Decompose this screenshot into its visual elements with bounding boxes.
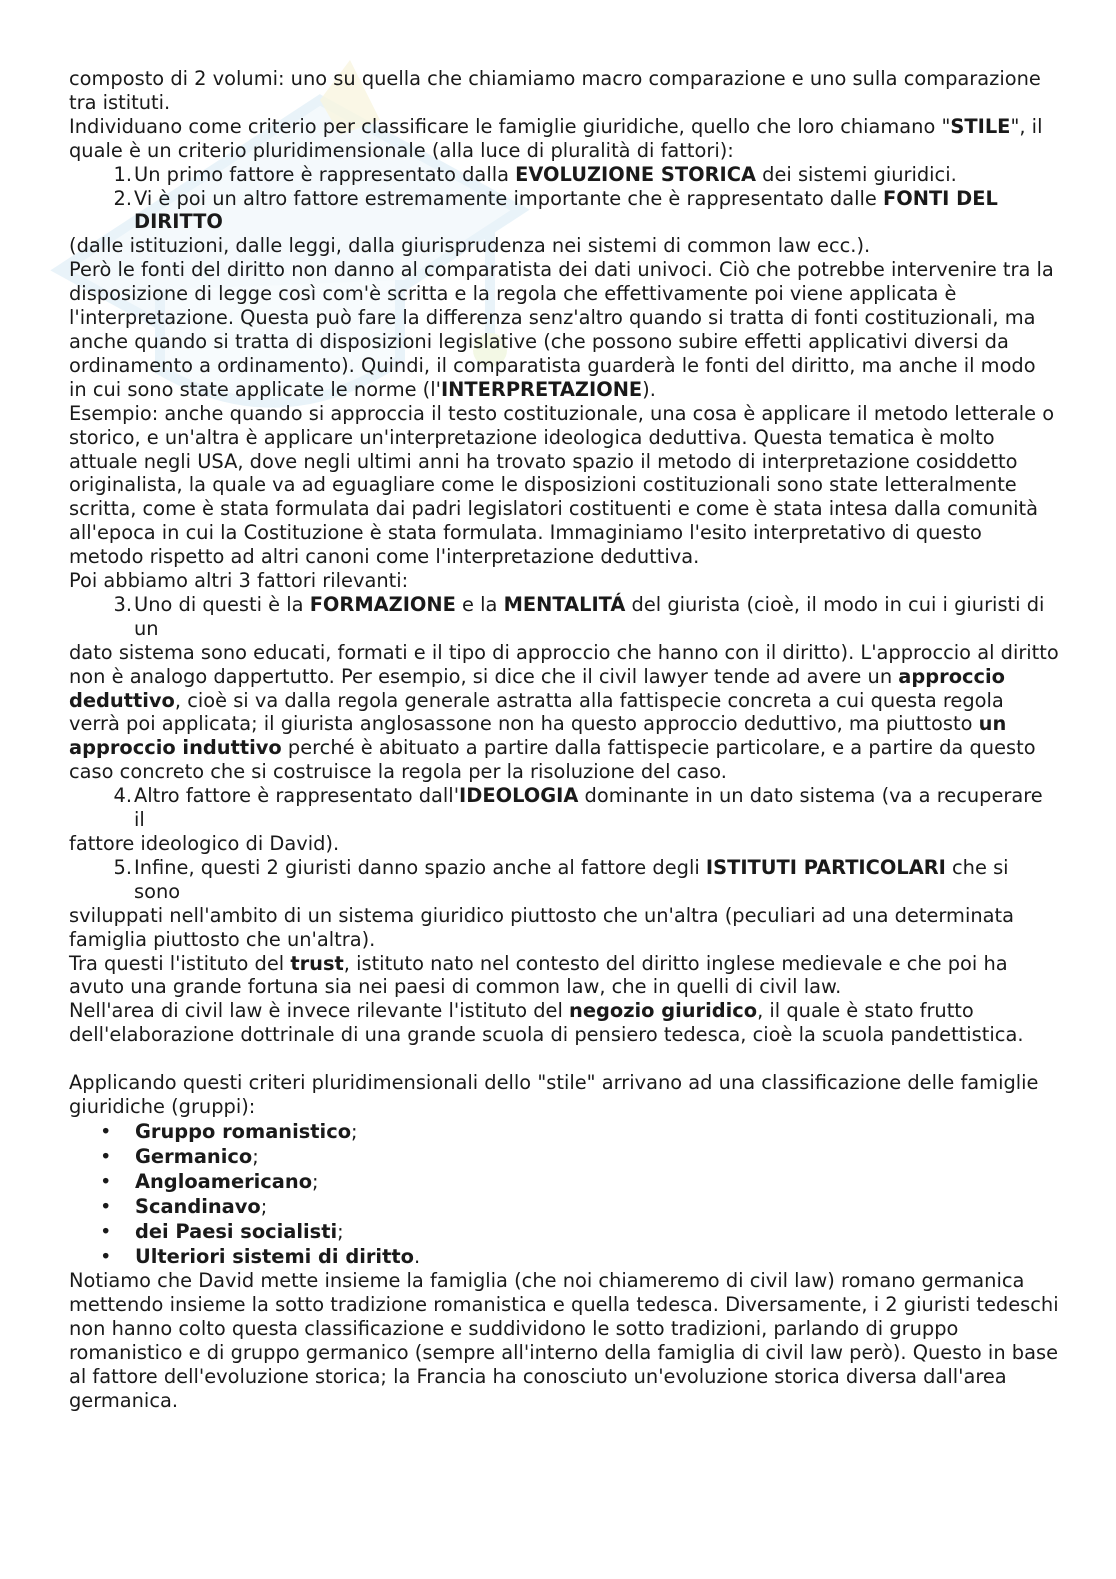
list-number: 3. [113,592,132,616]
numbered-item-4: 4. Altro fattore è rappresentato dall'IDEOLOGIA dominante in un dato sistema (va a recuperare il [69,784,1059,832]
term-stile: STILE [950,114,1011,138]
paragraph-interpretazione: Però le fonti del diritto non danno al comparatista dei dati univoci. Ciò che potrebbe intervenire tra la disposizione di legge così com'è scritta e la regola che effettivamente poi viene applicata è l'interpretazione. Questa può fare la differenza senz'altro quando si tratta di fonti costituzionali, ma anche quando si tratta di disposizioni legislative (che possono subire effetti applicativi diversi da ordinamento a ordinamento). Quindi, il comparatista guarderà le fonti del diritto, ma anche il modo in cui sono state applicate le norme (l'INTERPRETAZIONE). [69,258,1054,401]
paragraph-david: Notiamo che David mette insieme la famiglia (che noi chiameremo di civil law) romano germanica mettendo insieme la sotto tradizione romanistica e quella tedesca. Diversamente, i 2 giuristi tedeschi non hanno colto questa classificazione e suddividono le sotto tradizioni, parlando di gruppo romanistico e di gruppo germanico (sempre all'interno della famiglia di civil law però). Questo in base al fattore dell'evoluzione storica; la Francia ha conosciuto un'evoluzione storica diversa dall'area germanica. [69,1268,1059,1412]
numbered-item-3: 3. Uno di questi è la FORMAZIONE e la MENTALITÁ del giurista (cioè, il modo in cui i giuristi di un [69,593,1059,641]
paragraph-classificazione: Applicando questi criteri pluridimensionali dello "stile" arrivano ad una classificazione delle famiglie giuridiche (gruppi): [69,1071,1039,1119]
paragraph-esempio: Esempio: anche quando si approccia il testo costituzionale, una cosa è applicare il metodo letterale o storico, e un'altra è applicare un'interpretazione ideologica deduttiva. Questa tematica è molto attuale negli USA, dove negli ultimi anni ha trovato spazio il metodo di interpretazione cosiddetto originalista, la quale va ad eguagliare come le disposizioni costituzionali sono state letteralmente scritta, come è stata formulata dai padri legislatori costituenti e come è stata intesa dalla comunità all'epoca in cui la Costituzione è stata formulata. Immaginiamo l'esito interpretativo di questo metodo rispetto ad altri canoni come l'interpretazione deduttiva. [69,401,1055,569]
term-fonti-del-diritto: FONTI DEL DIRITTO [134,186,998,234]
term-ideologia: IDEOLOGIA [459,784,579,808]
list-item: • dei Paesi socialisti; [69,1219,1059,1244]
bullet-icon: • [100,1219,112,1243]
term-negozio-giuridico: negozio giuridico [569,999,758,1023]
paragraph-sviluppati: sviluppati nell'ambito di un sistema giuridico piuttosto che un'altra (peculiari ad una determinata famiglia piuttosto che un'altra). [69,903,1014,951]
bullet-icon: • [100,1119,112,1143]
list-item: • Germanico; [69,1144,1059,1169]
paragraph-intro: composto di 2 volumi: uno su quella che chiamiamo macro comparazione e uno sulla comparazione tra istituti. [69,67,1041,114]
paragraph-altri-fattori: Poi abbiamo altri 3 fattori rilevanti: [69,569,409,593]
groups-list [69,1119,1059,1269]
paragraph-stile: Individuano come criterio per classificare le famiglie giuridiche, quello che loro chiamano "STILE", il quale è un criterio pluridimensionale (alla luce di pluralità di fattori): [69,114,1043,162]
list-number: 5. [113,855,132,879]
numbered-item-2: 2. Vi è poi un altro fattore estremamente importante che è rappresentato dalle FONTI DEL DIRITTO [69,187,1059,235]
list-item: • Angloamericano; [69,1169,1059,1194]
bullet-icon: • [100,1169,112,1193]
paragraph-trust: Tra questi l'istituto del trust, istituto nato nel contesto del diritto inglese medievale e che poi ha avuto una grande fortuna sia nei paesi di common law, che in quelli di civil law. [69,951,1008,999]
list-number: 2. [113,186,132,210]
list-number: 1. [113,162,132,186]
list-item: • Gruppo romanistico; [69,1119,1059,1144]
document-page [69,67,1059,1412]
paragraph-ideologico: fattore ideologico di David). [69,832,340,855]
term-mentalita: MENTALITÁ [503,592,626,616]
term-formazione: FORMAZIONE [309,592,456,616]
list-number: 4. [113,784,132,808]
paragraph-negozio: Nell'area di civil law è invece rilevante l'istituto del negozio giuridico, il quale è stato frutto dell'elaborazione dottrinale di una grande scuola di pensiero tedesca, cioè la scuola pandettistica. [69,999,1024,1047]
paragraph-approccio: dato sistema sono educati, formati e il tipo di approccio che hanno con il diritto). L'approccio al diritto non è analogo dappertutto. Per esempio, si dice che il civil lawyer tende ad avere un approccio deduttivo, cioè si va dalla regola generale astratta alla fattispecie concreta a cui questa regola verrà poi applicata; il giurista anglosassone non ha questo approccio deduttivo, ma piuttosto un approccio induttivo perché è abituato a partire dalla fattispecie particolare, e a partire da questo caso concreto che si costruisce la regola per la risoluzione del caso. [69,640,1059,784]
blank-line [69,1047,1059,1071]
term-approccio-induttivo: un approccio induttivo [69,712,1007,760]
term-approccio-deduttivo: approccio deduttivo [69,664,1005,712]
term-trust: trust [290,951,344,975]
term-evoluzione-storica: EVOLUZIONE STORICA [515,162,756,186]
numbered-item-5: 5. Infine, questi 2 giuristi danno spazio anche al fattore degli ISTITUTI PARTICOLARI che si sono [69,856,1059,904]
term-istituti-particolari: ISTITUTI PARTICOLARI [705,855,946,879]
bullet-icon: • [100,1144,112,1168]
term-interpretazione: INTERPRETAZIONE [440,377,643,401]
bullet-icon: • [100,1244,112,1268]
list-item: • Ulteriori sistemi di diritto. [69,1244,1059,1269]
paragraph-fonti-detail: (dalle istituzioni, dalle leggi, dalla giurisprudenza nei sistemi di common law ecc.). [69,234,871,258]
numbered-item-1: 1. Un primo fattore è rappresentato dalla EVOLUZIONE STORICA dei sistemi giuridici. [69,163,1059,187]
list-item: • Scandinavo; [69,1194,1059,1219]
bullet-icon: • [100,1194,112,1218]
